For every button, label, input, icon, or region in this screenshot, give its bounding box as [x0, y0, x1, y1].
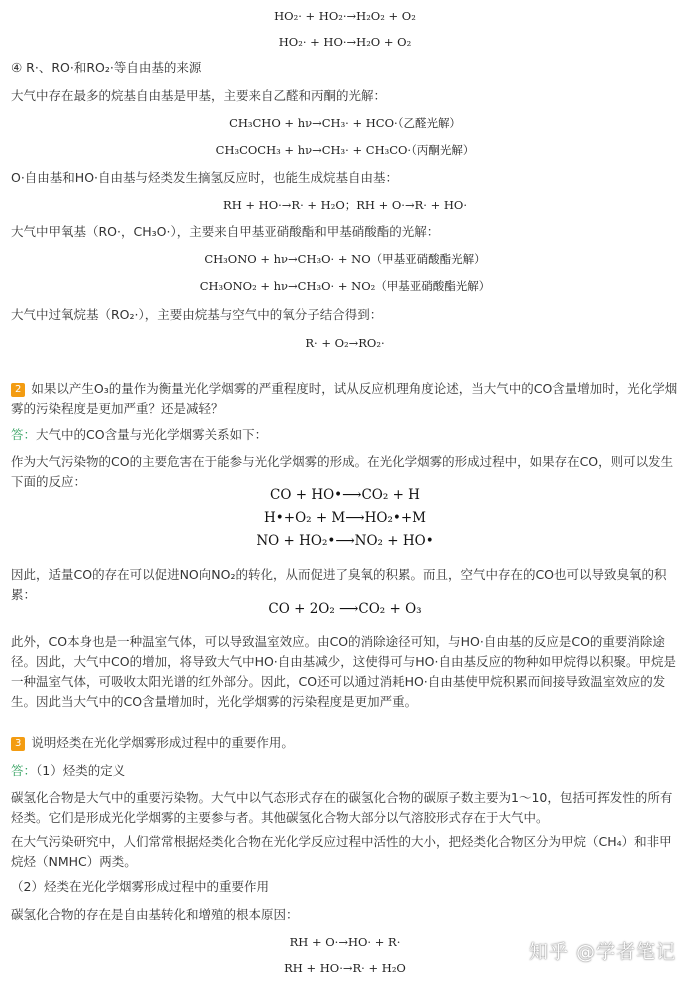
- equation: R· + O₂→RO₂·: [305, 336, 385, 350]
- paragraph: 因此，适量CO的存在可以促进NO向NO₂的转化，从而促进了臭氧的积累。而且，空气中存在的CO也可以导致臭氧的积累：: [11, 567, 667, 602]
- answer-intro: [11, 761, 680, 781]
- question-2: [11, 379, 680, 419]
- equation: CH₃ONO + hν→CH₃O· + NO（甲基亚硝酸酯光解）: [204, 252, 486, 266]
- equation: H•+O₂ + M⟶HO₂•+M: [264, 510, 426, 526]
- paragraph: 大气中存在最多的烷基自由基是甲基，主要来自乙醛和丙酮的光解：: [11, 88, 387, 103]
- equation: RH + HO·→R· + H₂O；RH + O·→R· + HO·: [223, 198, 467, 212]
- question-number-badge: 3: [11, 737, 25, 751]
- answer-text: （1）烃类的定义: [36, 763, 126, 778]
- paragraph: 碳氢化合物是大气中的重要污染物。大气中以气态形式存在的碳氢化合物的碳原子数主要为1～10，包括可挥发性的所有烃类。它们是形成光化学烟雾的主要参与者。其他碳氢化合物大部分以气溶胶形式存在于大气中。: [11, 790, 673, 825]
- equation: CH₃CHO + hν→CH₃· + HCO·（乙醛光解）: [229, 116, 461, 130]
- answer-intro: [11, 425, 680, 445]
- paragraph: 此外，CO本身也是一种温室气体，可以导致温室效应。由CO的消除途径可知，与HO·自由基的反应是CO的重要消除途径。因此，大气中CO的增加，将导致大气中HO·自由基减少，这使得可与HO·自由基反应的物种如甲烷得以积聚。甲烷是一种温室气体，可吸收太阳光谱的红外部分。因此，CO还可以通过消耗HO·自由基使甲烷积累而间接导致温室效应的发生。因此当大气中的CO含量增加时，光化学烟雾的污染程度是更加严重。: [11, 634, 676, 709]
- paragraph: 碳氢化合物的存在是自由基转化和增殖的根本原因：: [11, 907, 299, 922]
- section-heading: ④ R·、RO·和RO₂·等自由基的来源: [11, 60, 202, 75]
- answer-label: 答：: [11, 427, 37, 442]
- answer-label: 答：: [11, 763, 37, 778]
- paragraph: O·自由基和HO·自由基与烃类发生摘氢反应时，也能生成烷基自由基：: [11, 170, 399, 185]
- question-number-badge: 2: [11, 383, 25, 397]
- equation: HO₂· + HO₂·→H₂O₂ + O₂: [274, 9, 416, 23]
- watermark: [529, 942, 676, 962]
- equation: HO₂· + HO·→H₂O + O₂: [278, 35, 412, 49]
- question-text: 说明烃类在光化学烟雾形成过程中的重要作用。: [31, 735, 294, 750]
- equation: CH₃ONO₂ + hν→CH₃O· + NO₂（甲基亚硝酸酯光解）: [199, 279, 491, 293]
- paragraph: 大气中过氧烷基（RO₂·），主要由烷基与空气中的氧分子结合得到：: [11, 307, 383, 322]
- paragraph: 在大气污染研究中，人们常常根据烃类化合物在光化学反应过程中活性的大小，把烃类化合物区分为甲烷（CH₄）和非甲烷烃（NMHC）两类。: [11, 834, 672, 869]
- question-text: 如果以产生O₃的量作为衡量光化学烟雾的严重程度时，试从反应机理角度论述，当大气中的CO含量增加时，光化学烟雾的污染程度是更加严重？还是减轻？: [11, 381, 678, 416]
- equation: RH + O·→HO· + R·: [289, 935, 401, 949]
- equation: CH₃COCH₃ + hν→CH₃· + CH₃CO·（丙酮光解）: [215, 143, 475, 157]
- paragraph: 作为大气污染物的CO的主要危害在于能参与光化学烟雾的形成。在光化学烟雾的形成过程中，如果存在CO，则可以发生下面的反应：: [11, 454, 674, 489]
- watermark-text: 知乎 @学者笔记: [528, 941, 676, 963]
- equation: CO + HO•⟶CO₂ + H: [270, 487, 420, 503]
- equation: NO + HO₂•⟶NO₂ + HO•: [256, 533, 434, 549]
- answer-text: 大气中的CO含量与光化学烟雾关系如下：: [36, 427, 268, 442]
- equation: CO + 2O₂ ⟶CO₂ + O₃: [268, 601, 422, 617]
- question-3: [11, 733, 680, 753]
- paragraph: 大气中甲氧基（RO·，CH₃O·），主要来自甲基亚硝酸酯和甲基硝酸酯的光解：: [11, 224, 440, 239]
- equation: RH + HO·→R· + H₂O: [284, 961, 406, 975]
- sub-heading: （2）烃类在光化学烟雾形成过程中的重要作用: [11, 879, 269, 894]
